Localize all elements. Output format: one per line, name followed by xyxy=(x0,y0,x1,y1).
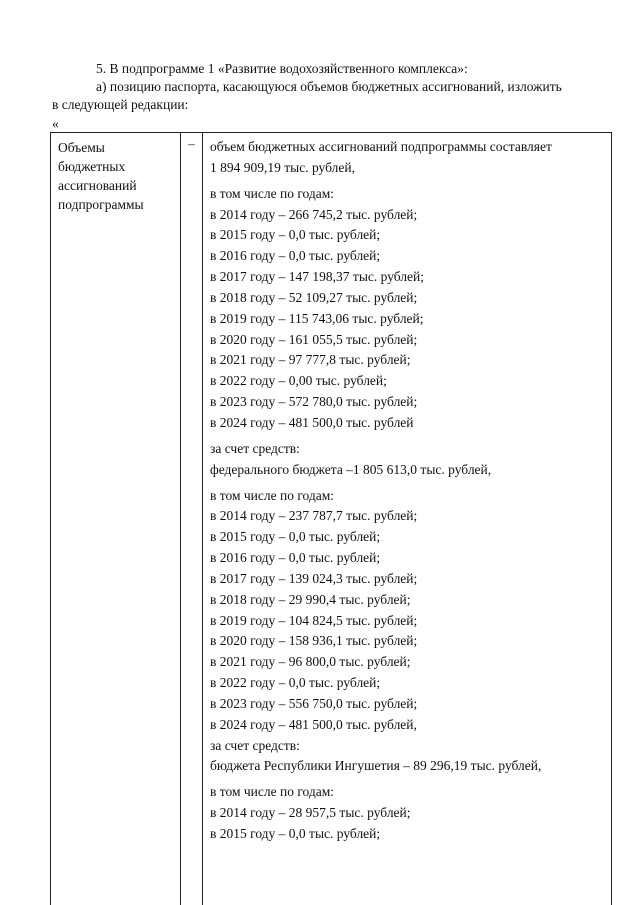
table-label-cell xyxy=(51,133,181,905)
value-line: в 2020 году – 158 936,1 тыс. рублей; xyxy=(210,633,418,649)
value-line: за счет средств: xyxy=(210,737,300,753)
value-line: за счет средств: xyxy=(210,440,300,456)
table-dash-cell xyxy=(181,133,203,905)
value-line: в 2020 году – 161 055,5 тыс. рублей; xyxy=(210,331,418,347)
value-line: в 2023 году – 556 750,0 тыс. рублей; xyxy=(210,695,418,711)
label-line: Объемы xyxy=(58,140,105,155)
value-line: в 2017 году – 139 024,3 тыс. рублей; xyxy=(210,570,418,586)
value-line: в 2014 году – 28 957,5 тыс. рублей; xyxy=(210,805,411,821)
value-line: федерального бюджета –1 805 613,0 тыс. рублей, xyxy=(210,461,492,477)
value-line: в 2015 году – 0,0 тыс. рублей; xyxy=(210,826,381,841)
value-line: в 2015 году – 0,0 тыс. рублей; xyxy=(210,227,381,243)
value-line: в том числе по годам: xyxy=(210,487,335,503)
value-line: бюджета Республики Ингушетия – 89 296,19 тыс. рублей, xyxy=(210,758,542,774)
value-line: в 2021 году – 96 800,0 тыс. рублей; xyxy=(210,654,411,670)
value-line: в 2018 году – 52 109,27 тыс. рублей; xyxy=(210,289,418,305)
label-line: ассигнований xyxy=(58,178,137,193)
value-line: 1 894 909,19 тыс. рублей, xyxy=(210,159,355,175)
intro-line-2: а) позицию паспорта, касающуюся объемов бюджетных ассигнований, изложить xyxy=(96,79,562,94)
value-line: в 2016 году – 0,0 тыс. рублей; xyxy=(210,248,381,264)
dash-separator: – xyxy=(188,136,195,151)
label-line: бюджетных xyxy=(58,159,126,174)
value-line: в том числе по годам: xyxy=(210,185,335,201)
value-line: в 2017 году – 147 198,37 тыс. рублей; xyxy=(210,269,425,285)
opening-quote-mark: « xyxy=(52,116,59,131)
value-line: в 2023 году – 572 780,0 тыс. рублей; xyxy=(210,394,418,410)
value-line: в 2014 году – 266 745,2 тыс. рублей; xyxy=(210,206,418,222)
budget-table xyxy=(50,132,612,905)
value-line: в 2016 году – 0,0 тыс. рублей; xyxy=(210,550,381,566)
intro-line-1: 5. В подпрограмме 1 «Развитие водохозяйственного комплекса»: xyxy=(96,61,468,76)
value-line: объем бюджетных ассигнований подпрограммы составляет xyxy=(210,139,552,154)
intro-line-3: в следующей редакции: xyxy=(52,97,189,112)
value-line: в 2019 году – 115 743,06 тыс. рублей; xyxy=(210,310,424,326)
value-line: в 2024 году – 481 500,0 тыс. рублей xyxy=(210,414,414,430)
value-line: в 2022 году – 0,0 тыс. рублей; xyxy=(210,675,381,691)
value-line: в 2022 году – 0,00 тыс. рублей; xyxy=(210,373,387,389)
table-value-cell xyxy=(203,133,611,905)
value-line: в 2015 году – 0,0 тыс. рублей; xyxy=(210,529,381,545)
value-line: в 2021 году – 97 777,8 тыс. рублей; xyxy=(210,352,411,368)
intro-text xyxy=(52,60,612,114)
value-line: в 2018 году – 29 990,4 тыс. рублей; xyxy=(210,591,411,607)
value-line: в 2014 году – 237 787,7 тыс. рублей; xyxy=(210,508,418,524)
value-line: в том числе по годам: xyxy=(210,784,335,800)
label-line: подпрограммы xyxy=(58,197,144,212)
value-line: в 2019 году – 104 824,5 тыс. рублей; xyxy=(210,612,418,628)
value-line: в 2024 году – 481 500,0 тыс. рублей, xyxy=(210,716,417,732)
